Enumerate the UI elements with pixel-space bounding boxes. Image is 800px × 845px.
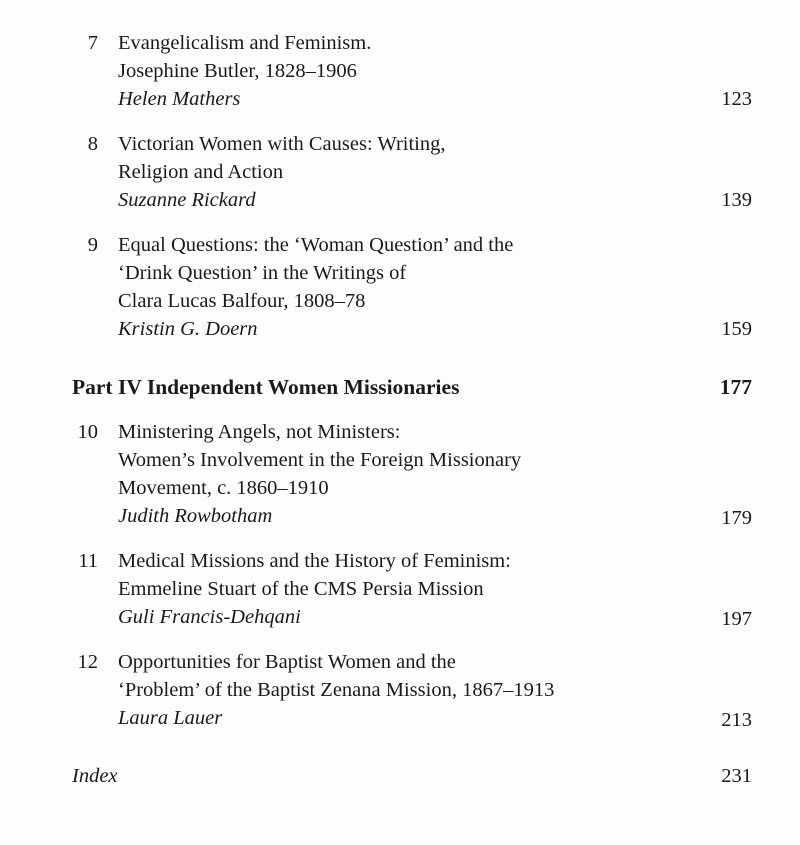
chapter-title-line: Movement, c. 1860–1910 bbox=[118, 477, 329, 499]
chapter-title bbox=[118, 547, 678, 631]
chapter-title bbox=[118, 418, 678, 530]
chapter-title bbox=[118, 648, 678, 732]
page-number: 139 bbox=[721, 189, 752, 211]
chapter-number: 9 bbox=[87, 234, 98, 256]
chapter-title-line: Clara Lucas Balfour, 1808–78 bbox=[118, 290, 366, 312]
chapter-number: 11 bbox=[78, 550, 98, 572]
page-number: 213 bbox=[721, 709, 752, 731]
chapter-author: Guli Francis-Dehqani bbox=[118, 606, 301, 628]
chapter-number: 8 bbox=[87, 133, 98, 155]
chapter-number: 7 bbox=[87, 32, 98, 54]
part-title: Part IV Independent Women Missionaries bbox=[72, 375, 460, 399]
index-label: Index bbox=[72, 765, 118, 787]
chapter-title-line: Women’s Involvement in the Foreign Missionary bbox=[118, 449, 522, 471]
page-number: 231 bbox=[721, 765, 752, 787]
page-number: 159 bbox=[721, 318, 752, 340]
page-number: 177 bbox=[719, 375, 752, 399]
chapter-author: Kristin G. Doern bbox=[118, 318, 258, 340]
chapter-title-line: Medical Missions and the History of Feminism: bbox=[118, 550, 511, 572]
chapter-title bbox=[118, 29, 678, 113]
page-number: 123 bbox=[721, 88, 752, 110]
chapter-title-line: Evangelicalism and Feminism. bbox=[118, 32, 372, 54]
chapter-title-line: Religion and Action bbox=[118, 161, 284, 183]
index-entry bbox=[72, 762, 752, 790]
chapter-title-line: Opportunities for Baptist Women and the bbox=[118, 651, 456, 673]
chapter-number: 12 bbox=[77, 651, 98, 673]
chapter-title bbox=[118, 130, 678, 214]
chapter-author: Suzanne Rickard bbox=[118, 189, 256, 211]
chapter-title-line: Equal Questions: the ‘Woman Question’ and the bbox=[118, 234, 514, 256]
chapter-title-line: Josephine Butler, 1828–1906 bbox=[118, 60, 357, 82]
chapter-title bbox=[118, 231, 678, 343]
chapter-author: Judith Rowbotham bbox=[118, 505, 273, 527]
chapter-title-line: Ministering Angels, not Ministers: bbox=[118, 421, 401, 443]
chapter-title-line: ‘Drink Question’ in the Writings of bbox=[118, 262, 407, 284]
chapter-title-line: Emmeline Stuart of the CMS Persia Mission bbox=[118, 578, 484, 600]
page-number: 197 bbox=[721, 608, 752, 630]
chapter-author: Laura Lauer bbox=[118, 707, 223, 729]
chapter-author: Helen Mathers bbox=[118, 88, 241, 110]
part-heading bbox=[72, 373, 752, 401]
chapter-number: 10 bbox=[77, 421, 98, 443]
page-number: 179 bbox=[721, 507, 752, 529]
chapter-title-line: Victorian Women with Causes: Writing, bbox=[118, 133, 446, 155]
chapter-title-line: ‘Problem’ of the Baptist Zenana Mission, 1867–1913 bbox=[118, 679, 555, 701]
